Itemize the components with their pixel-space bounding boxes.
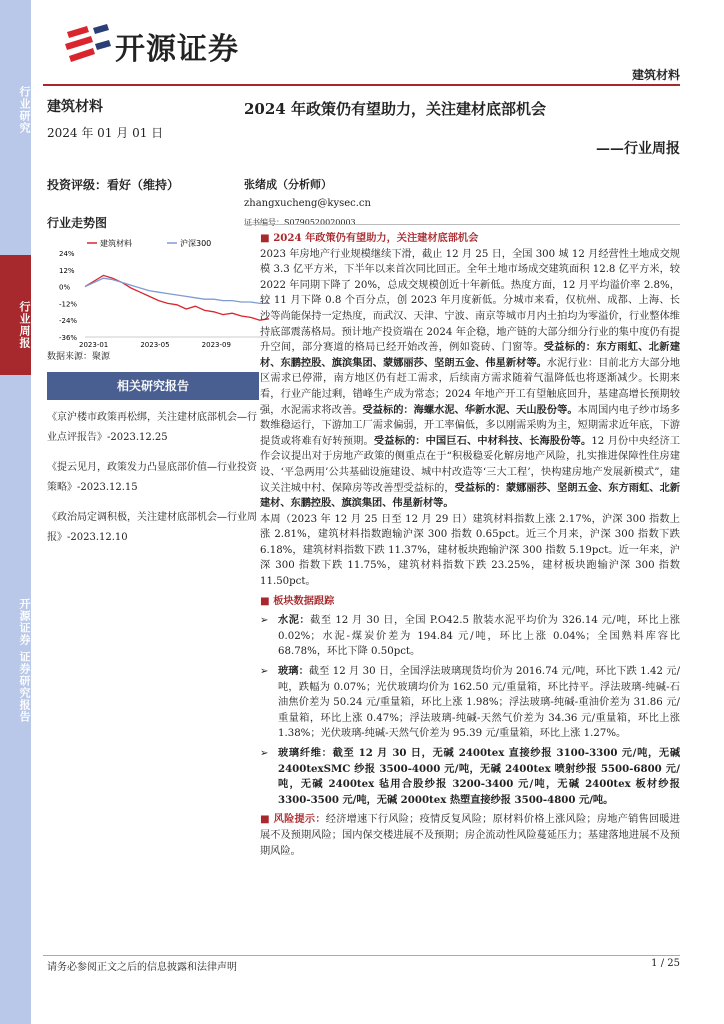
arrow-icon: ➢ (260, 666, 269, 678)
footer-divider (43, 955, 680, 956)
analyst-cert: 证书编号：S0790520020003 (244, 218, 356, 227)
cement-text: 截至 12 月 30 日，全国 P.O42.5 散装水泥平均价为 326.14 元/吨，环比上涨 0.02%；水泥-煤炭价差为 194.84 元/吨，环比上涨 0.04%；全国熟料库容比 68.78%，环比下降 0.50pct。 (278, 615, 680, 658)
y-tick-label: 24% (59, 250, 75, 258)
arrow-icon: ➢ (260, 615, 269, 627)
sidebar-label-research: 行业研究 (0, 70, 31, 150)
left-column (47, 96, 259, 543)
x-tick-label: 2023-01 (79, 341, 109, 349)
policy-text-2: 水泥行业：目前北方大部分地区需求已停滞，南方地区仍有赶工需求，后续南方需求随着气温降低也将逐渐减少。长期来看，行业产能过剩，错峰生产成为常态；2024 年地产开工有望触底回升，基建高增长预期较强，水泥需求将改善。 (260, 357, 681, 416)
header-divider (43, 84, 680, 86)
sidebar-label-broker: 开源证券 证券研究报告 (0, 510, 31, 810)
related-reports-header: 相关研究报告 (47, 372, 259, 400)
trend-chart-title: 行业走势图 (47, 216, 108, 230)
policy-text-4: 12 月份中央经济工作会议提出对于房地产政策的侧重点在于“积极稳妥化解房地产风险，扎实推进保障性住房建设、‘平急两用’公共基础设施建设、城中村改造等‘三大工程’，快构建房地产发展新模式”，建议关注城中村、保障房等改善型受益标的， (260, 435, 681, 494)
y-axis-ticks (59, 250, 269, 342)
related-report-item[interactable]: 《京沪楼市政策再松绑，关注建材底部机会—行业点评报告》-2023.12.25 (47, 412, 257, 443)
page-number: 1 / 25 (651, 958, 680, 969)
series-line-沪深300 (85, 278, 269, 303)
policy-beneficiaries-2: 受益标的：海螺水泥、华新水泥、天山股份等。 (362, 403, 578, 416)
legend-label-csi300: 沪深300 (180, 239, 212, 248)
risk-label-text: 风险提示： (273, 813, 326, 826)
cement-label: 水泥： (278, 614, 311, 627)
y-tick-label: -12% (59, 300, 78, 309)
analyst-info (244, 176, 680, 228)
report-body (260, 231, 680, 859)
investment-rating: 投资评级：看好（维持） (47, 178, 180, 192)
analyst-divider (244, 224, 680, 225)
x-axis-ticks (79, 341, 231, 349)
risk-label: ■ 风险提示： (260, 813, 326, 826)
legend-label-materials: 建筑材料 (100, 239, 132, 248)
left-sidebar (0, 0, 31, 1024)
section-policy (260, 231, 680, 590)
sidebar-label-weekly: 行业周报 (0, 255, 31, 375)
section-title-data-text: 板块数据跟踪 (273, 594, 335, 607)
related-reports-list (47, 408, 259, 558)
related-report-item[interactable]: 《政治局定调积极，关注建材底部机会—行业周报》-2023.12.10 (47, 512, 257, 543)
analyst-email[interactable]: zhangxucheng@kysec.cn (244, 198, 371, 209)
fiber-text: 截至 12 月 30 日，无碱 2400tex 直接纱报 3100-3300 元/吨，无碱 2400texSMC 纱报 3500-4000 元/吨，无碱 2400tex 喷射纱报 5500-6800 元/吨，无碱 2400tex 毡用合股纱报 3200-3400 元/吨，无碱 2400tex 板材纱报 3300-3500 元/吨，无碱 2000tex 热塑直接纱报 3500-4800 元/吨。 (278, 747, 681, 806)
bullet-cement (260, 613, 680, 660)
chart-source: 数据来源：聚源 (47, 352, 111, 362)
main-header (244, 98, 680, 157)
y-tick-label: -24% (59, 317, 78, 326)
glass-text: 截至 12 月 30 日，全国浮法玻璃现货均价为 2016.74 元/吨，环比下跌 1.42 元/吨，跌幅为 0.07%；光伏玻璃均价为 162.50 元/重量箱，环比持平。浮法玻璃-纯碱-石油焦价差为 50.24 元/重量箱，环比上涨 1.98%；浮法玻璃-纯碱-重油价差为 31.86 元/重量箱，环比上涨 0.47%；浮法玻璃-纯碱-天然气价差为 34.36 元/重量箱，环比上涨 1.38%；光伏玻璃-纯碱-天然气价差为 95.39 元/重量箱，环比上涨 1.27%。 (278, 666, 681, 740)
policy-beneficiaries-1: 受益标的：东方雨虹、北新建材、东鹏控股、旗滨集团、蒙娜丽莎、坚朗五金、伟星新材等。 (260, 341, 681, 369)
section-title-data: ■ 板块数据跟踪 (260, 594, 335, 607)
y-tick-label: 0% (59, 283, 71, 292)
industry-name: 建筑材料 (47, 99, 103, 115)
footer-disclaimer: 请务必参阅正文之后的信息披露和法律声明 (47, 962, 237, 973)
x-tick-label: 2023-09 (201, 341, 231, 349)
y-tick-label: 12% (59, 266, 75, 275)
section-title-policy: ■ 2024 年政策仍有望助力，关注建材底部机会 (260, 232, 479, 244)
x-tick-label: 2023-05 (140, 341, 170, 349)
trend-chart (57, 237, 277, 357)
section-data (260, 594, 680, 809)
section-risk (260, 812, 680, 859)
policy-paragraph (260, 247, 680, 512)
bullet-fiber (260, 746, 680, 808)
policy-beneficiaries-4: 受益标的：蒙娜丽莎、坚朗五金、东方雨虹、北新建材、东鹏控股、旗滨集团、伟星新材等。 (260, 481, 681, 510)
report-subtitle: ——行业周报 (596, 141, 680, 157)
bullet-glass (260, 664, 680, 742)
series-line-建筑材料 (85, 275, 269, 320)
risk-text: 经济增速下行风险；疫情反复风险；原材料价格上涨风险；房地产销售回暖进展不及预期风险；国内保交楼进展不及预期；房企流动性风险蔓延压力；基建落地进展不及预期风险。 (260, 814, 680, 857)
logo-mark-icon (63, 22, 111, 68)
market-paragraph: 本周（2023 年 12 月 25 日至 12 月 29 日）建筑材料指数上涨 2.17%，沪深 300 指数上涨 2.81%，建筑材料指数跑输沪深 300 指数 0.65pct。近三个月来，沪深 300 指数下跌 6.18%，建筑材料指数下跌 11.37%，建材板块跑输沪深 300 指数 5.19pct。近一年来，沪深 300 指数下跌 11.75%，建筑材料指数下跌 23.25%，建材板块跑输沪深 300 指数 11.50pct。 (260, 513, 680, 588)
section-title-policy-text: 2024 年政策仍有望助力，关注建材底部机会 (273, 232, 479, 244)
fiber-label: 玻璃纤维： (278, 747, 333, 759)
policy-text-3: 本周国内电子纱市场多数维稳运行，下游加工厂需求偏弱，开工率偏低，多以刚需采购为主，短期需求近年底，下游提货或将难有好转预期。 (260, 404, 681, 447)
policy-text-1: 2023 年房地产行业规模继续下滑，截止 12 月 25 日，全国 300 城 12 月经营性土地成交规模 3.3 亿平方米，下半年以来首次同比回正。全年土地市场成交建筑面积 12.8 亿平方米，较 2022 年同期下降了 20%，总成交规模创近十年新低。热度方面，12 月平均溢价率 2.8%，较 11 月下降 0.8 个百分点，创 2023 年月度新低。分城市来看，仅杭州、成都、上海、长沙等尚能保持一定热度，而武汉、天津、宁波、南京等城市月内土拍均为零溢价，行业整体维持底部震荡格局。预计地产投资端在 2024 年企稳，地产链的大部分细分行业的集中度仍有提升空间，部分赛道的格局已经开始改善，例如瓷砖、门窗等。 (260, 248, 680, 354)
report-title: 2024 年政策仍有望助力，关注建材底部机会 (244, 100, 546, 118)
header-industry-tag: 建筑材料 (631, 68, 680, 82)
y-tick-label: -36% (59, 334, 78, 342)
data-bullets (260, 613, 680, 808)
analyst-name: 张绪成（分析师） (244, 178, 332, 191)
report-date: 2024 年 01 月 01 日 (47, 126, 164, 140)
glass-label: 玻璃： (278, 665, 309, 678)
brand-name: 开源证券 (115, 32, 239, 67)
arrow-icon: ➢ (260, 748, 269, 759)
brand-logo (63, 22, 283, 68)
policy-beneficiaries-3: 受益标的：中国巨石、中材科技、长海股份等。 (373, 434, 592, 447)
series-lines (85, 275, 269, 320)
related-report-item[interactable]: 《提云见月，政策发力凸显底部价值—行业投资策略》-2023.12.15 (47, 462, 257, 493)
